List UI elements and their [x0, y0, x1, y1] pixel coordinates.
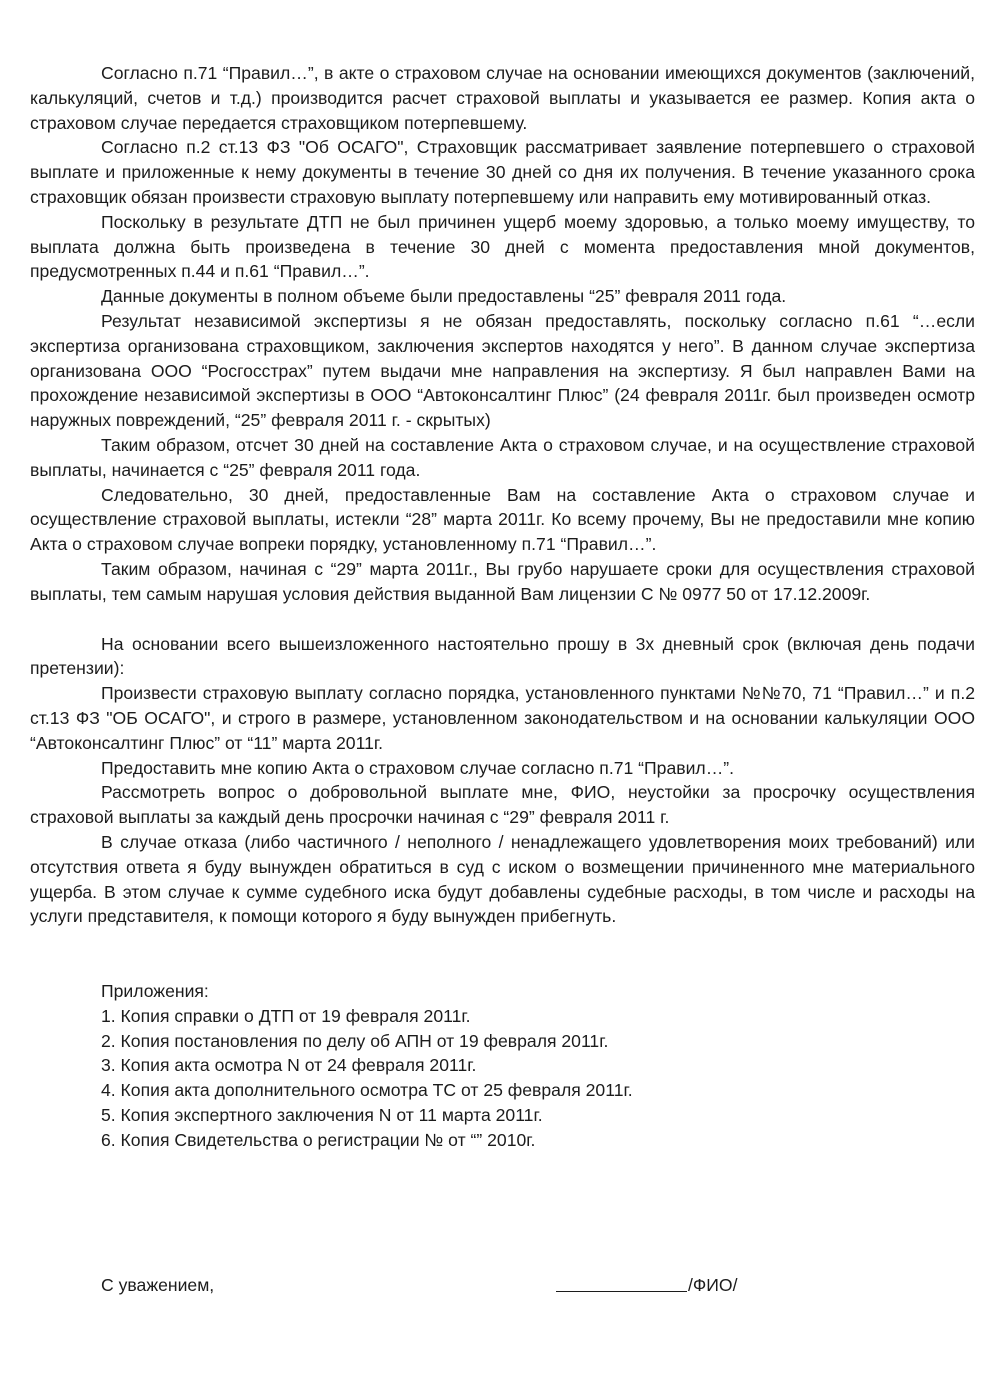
attachment-item: 3. Копия акта осмотра N от 24 февраля 2011г.	[101, 1055, 477, 1076]
paragraph: Поскольку в результате ДТП не был причинен ущерб моему здоровью, а только моему имуществу, то выплата должна быть произведена в течение 30 дней с момента предоставления мной документов, предусмотренных п.44 и п.61 “Правил…”.	[30, 211, 975, 282]
spacer	[30, 929, 975, 979]
attachment-item: 4. Копия акта дополнительного осмотра ТС от 25 февраля 2011г.	[101, 1080, 633, 1101]
paragraph: Следовательно, 30 дней, предоставленные Вам на составление Акта о страховом случае и осуществление страховой выплаты, истекли “28” марта 2011г. Ко всему прочему, Вы не предоставили мне копию Акта о страховом случае вопреки порядку, установленному п.71 “Правил…”.	[30, 484, 975, 555]
request-paragraph: На основании всего вышеизложенного настоятельно прошу в 3х дневный срок (включая день подачи претензии):	[30, 633, 975, 679]
attachment-item: 2. Копия постановления по делу об АПН от 19 февраля 2011г.	[101, 1030, 609, 1051]
paragraphs-block-2	[30, 632, 975, 930]
spacer	[30, 607, 975, 632]
attachment-item: 1. Копия справки о ДТП от 19 февраля 2011г.	[101, 1005, 471, 1026]
request-paragraph: Произвести страховую выплату согласно порядка, установленного пунктами №№70, 71 “Правил…” и п.2 ст.13 ФЗ "ОБ ОСАГО", и строго в размере, установленном законодательством и на основании калькуляции ООО “Автоконсалтинг Плюс” от “11” марта 2011г.	[30, 683, 975, 753]
request-paragraph: Предоставить мне копию Акта о страховом случае согласно п.71 “Правил…”.	[101, 757, 735, 778]
signature-block	[101, 1272, 781, 1298]
signature-line	[556, 1291, 687, 1292]
paragraphs-block-1	[30, 61, 975, 607]
request-paragraph: Рассмотреть вопрос о добровольной выплате мне, ФИО, неустойки за просрочку осуществления страховой выплаты за каждый день просрочки начиная с “29” февраля 2011 г.	[30, 782, 975, 828]
letter-body	[30, 61, 975, 1153]
paragraph: Данные документы в полном объеме были предоставлены “25” февраля 2011 года.	[101, 286, 787, 307]
request-paragraph: В случае отказа (либо частичного / неполного / ненадлежащего удовлетворения моих требований) или отсутствия ответа я буду вынужден обратиться в суд с иском о возмещении причиненного мне материального ущерба. В этом случае к сумме судебного иска будут добавлены судебные расходы, в том числе и расходы на услуги представителя, к помощи которого я буду вынужден прибегнуть.	[30, 831, 975, 927]
paragraph: Результат независимой экспертизы я не обязан предоставлять, поскольку согласно п.61 “…если экспертиза организована страховщиком, заключения экспертов находятся у него”. В данном случае экспертиза организована ООО “Росгосстрах” путем выдачи мне направления на экспертизу. Я был направлен Вами на прохождение независимой экспертизы в ООО “Автоконсалтинг Плюс” (24 февраля 2011г. был произведен осмотр наружных повреждений, “25” февраля 2011 г. - скрытых)	[30, 310, 975, 431]
paragraph: Согласно п.2 ст.13 ФЗ "Об ОСАГО", Страховщик рассматривает заявление потерпевшего о страховой выплате и приложенные к нему документы в течение 30 дней со дня их получения. В течение указанного срока страховщик обязан произвести страховую выплату потерпевшему или направить ему мотивированный отказ.	[30, 137, 975, 207]
closing-regards: С уважением,	[101, 1275, 215, 1295]
signer-name: /ФИО/	[688, 1275, 738, 1295]
paragraph: Таким образом, начиная с “29” марта 2011г., Вы грубо нарушаете сроки для осуществления страховой выплаты, тем самым нарушая условия действия выданной Вам лицензии С № 0977 50 от 17.12.2009г.	[30, 558, 975, 604]
paragraph: Согласно п.71 “Правил…”, в акте о страховом случае на основании имеющихся документов (заключений, калькуляций, счетов и т.д.) производится расчет страховой выплаты и указывается ее размер. Копия акта о страховом случае передается страховщиком потерпевшему.	[30, 63, 975, 133]
attachments-title: Приложения:	[101, 981, 209, 1002]
attachment-item: 5. Копия экспертного заключения N от 11 марта 2011г.	[101, 1105, 543, 1126]
paragraph: Таким образом, отсчет 30 дней на составление Акта о страховом случае, и на осуществление страховой выплаты, начинается с “25” февраля 2011 года.	[30, 434, 975, 480]
attachment-item: 6. Копия Свидетельства о регистрации № от “” 2010г.	[101, 1129, 536, 1150]
attachments-list	[30, 979, 975, 1153]
